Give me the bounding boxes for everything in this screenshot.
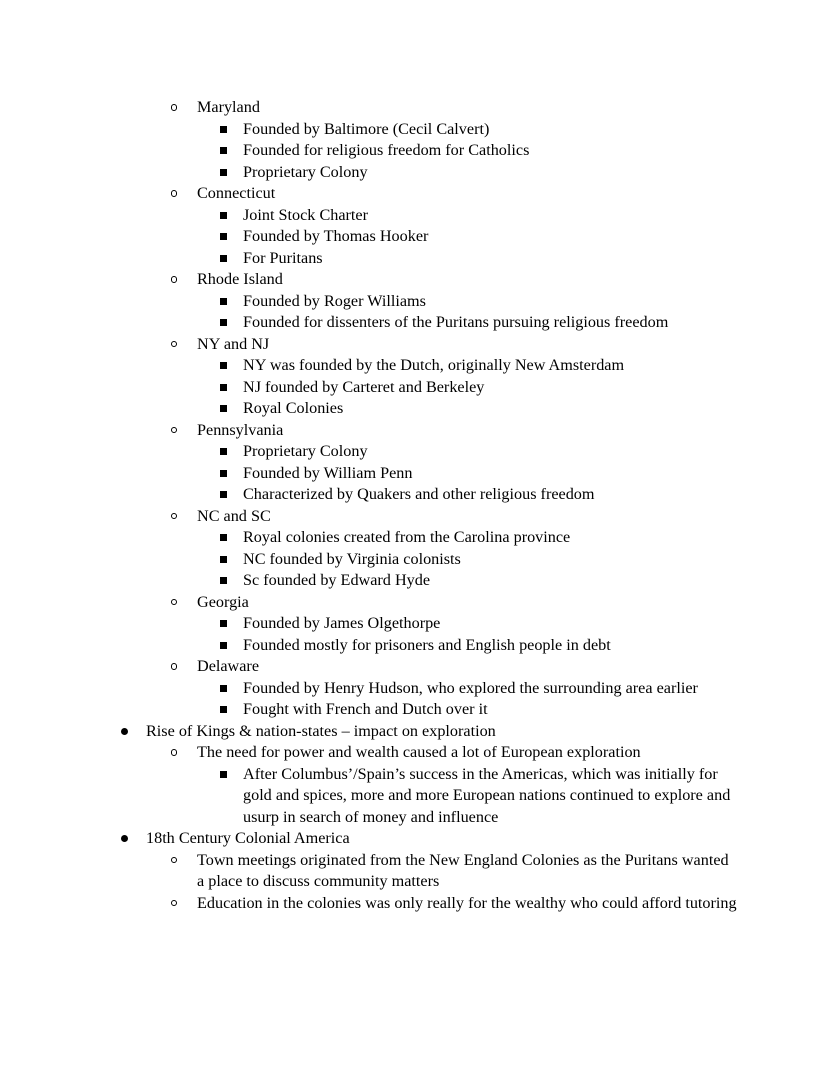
hollow-circle-bullet-icon [171,857,177,863]
filled-square-bullet-icon [220,384,227,391]
list-item-text: NY was founded by the Dutch, originally New Amsterdam [243,356,625,374]
list-item-text: Georgia [197,592,249,611]
list-item-text: Rise of Kings & nation-states – impact on exploration [146,721,496,740]
list-item-text: NJ founded by Carteret and Berkeley [243,377,485,396]
list-item-text: 18th Century Colonial America [146,829,350,847]
list-item-level-1 [0,828,731,850]
list-item-level-3 [0,140,731,162]
list-item-text: After Columbus’/Spain’s success in the Americas, which was initially for gold and spices, more and more European nations continued to explore and usurp in search of money and influence [243,764,731,826]
list-item-text: Characterized by Quakers and other religious freedom [243,485,595,503]
list-item-level-2 [0,742,737,764]
list-item-level-2 [0,334,737,356]
list-item-text: Founded by William Penn [243,463,413,482]
list-item-text: Royal Colonies [243,399,344,417]
filled-square-bullet-icon [220,169,227,176]
filled-square-bullet-icon [220,147,227,154]
list-item-text: Founded by Baltimore (Cecil Calvert) [243,119,490,138]
hollow-circle-bullet-icon [171,341,177,347]
filled-square-bullet-icon [220,126,227,133]
filled-square-bullet-icon [220,255,227,262]
list-item-text: Founded mostly for prisoners and English people in debt [243,635,611,654]
filled-square-bullet-icon [220,298,227,305]
hollow-circle-bullet-icon [171,599,177,605]
list-item-level-3 [0,463,731,485]
list-item-text: Maryland [197,98,260,116]
list-item-text: Education in the colonies was only really for the wealthy who could afford tutoring [197,893,737,912]
list-item-text: NC and SC [197,506,271,525]
filled-square-bullet-icon [220,577,227,584]
list-item-level-1 [0,721,731,743]
filled-square-bullet-icon [220,534,227,541]
list-item-level-2 [0,183,737,205]
filled-square-bullet-icon [220,620,227,627]
list-item-text: Proprietary Colony [243,442,368,460]
list-item-text: Fought with French and Dutch over it [243,700,488,718]
filled-square-bullet-icon [220,470,227,477]
list-item-level-3 [0,635,731,657]
list-item-level-2 [0,850,737,893]
filled-square-bullet-icon [220,771,227,778]
list-item-level-3 [0,764,731,829]
bulleted-list [0,97,737,914]
filled-square-bullet-icon [220,319,227,326]
filled-circle-bullet-icon [121,728,128,735]
list-item-level-2 [0,656,737,678]
list-item-text: Town meetings originated from the New England Colonies as the Puritans wanted a place to discuss community matters [197,850,729,890]
list-item-level-3 [0,205,731,227]
filled-square-bullet-icon [220,556,227,563]
list-item-text: Pennsylvania [197,420,284,439]
filled-square-bullet-icon [220,685,227,692]
filled-square-bullet-icon [220,642,227,649]
list-item-text: Founded by Roger Williams [243,291,426,310]
list-item-level-3 [0,377,731,399]
list-item-level-2 [0,97,737,119]
list-item-level-3 [0,248,731,270]
filled-square-bullet-icon [220,233,227,240]
list-item-text: Proprietary Colony [243,162,368,181]
list-item-level-3 [0,441,731,463]
list-item-text: Sc founded by Edward Hyde [243,571,431,589]
filled-square-bullet-icon [220,491,227,498]
list-item-level-3 [0,484,731,506]
list-item-text: The need for power and wealth caused a lot of European exploration [197,743,641,761]
hollow-circle-bullet-icon [171,190,177,196]
filled-square-bullet-icon [220,212,227,219]
hollow-circle-bullet-icon [171,427,177,433]
list-item-level-3 [0,398,731,420]
hollow-circle-bullet-icon [171,900,177,906]
list-item-level-2 [0,592,737,614]
list-item-level-2 [0,893,737,915]
list-item-level-2 [0,269,737,291]
hollow-circle-bullet-icon [171,276,177,282]
list-item-level-3 [0,570,731,592]
list-item-text: Delaware [197,657,260,675]
list-item-text: Rhode Island [197,270,283,288]
list-item-text: Connecticut [197,184,276,202]
hollow-circle-bullet-icon [171,749,177,755]
hollow-circle-bullet-icon [171,104,177,110]
list-item-level-3 [0,699,731,721]
list-item-text: Founded by Thomas Hooker [243,227,429,245]
filled-square-bullet-icon [220,706,227,713]
list-item-level-3 [0,527,731,549]
list-item-level-2 [0,420,737,442]
hollow-circle-bullet-icon [171,663,177,669]
list-item-level-3 [0,226,731,248]
list-item-text: Founded by Henry Hudson, who explored the surrounding area earlier [243,678,698,697]
list-item-level-3 [0,613,731,635]
list-item-level-3 [0,355,731,377]
list-item-level-3 [0,678,731,700]
filled-square-bullet-icon [220,448,227,455]
list-item-text: Joint Stock Charter [243,205,368,224]
list-item-level-3 [0,312,731,334]
list-item-text: Founded for dissenters of the Puritans pursuing religious freedom [243,313,669,331]
filled-circle-bullet-icon [121,835,128,842]
filled-square-bullet-icon [220,405,227,412]
list-item-text: Founded for religious freedom for Catholics [243,141,530,159]
list-item-text: NY and NJ [197,334,270,353]
list-item-level-2 [0,506,737,528]
list-item-level-3 [0,162,731,184]
list-item-level-3 [0,549,731,571]
list-item-text: Royal colonies created from the Carolina province [243,528,571,546]
list-item-text: NC founded by Virginia colonists [243,549,461,568]
list-item-text: Founded by James Olgethorpe [243,614,441,632]
filled-square-bullet-icon [220,362,227,369]
list-item-text: For Puritans [243,248,323,267]
list-item-level-3 [0,119,731,141]
hollow-circle-bullet-icon [171,513,177,519]
list-item-level-3 [0,291,731,313]
